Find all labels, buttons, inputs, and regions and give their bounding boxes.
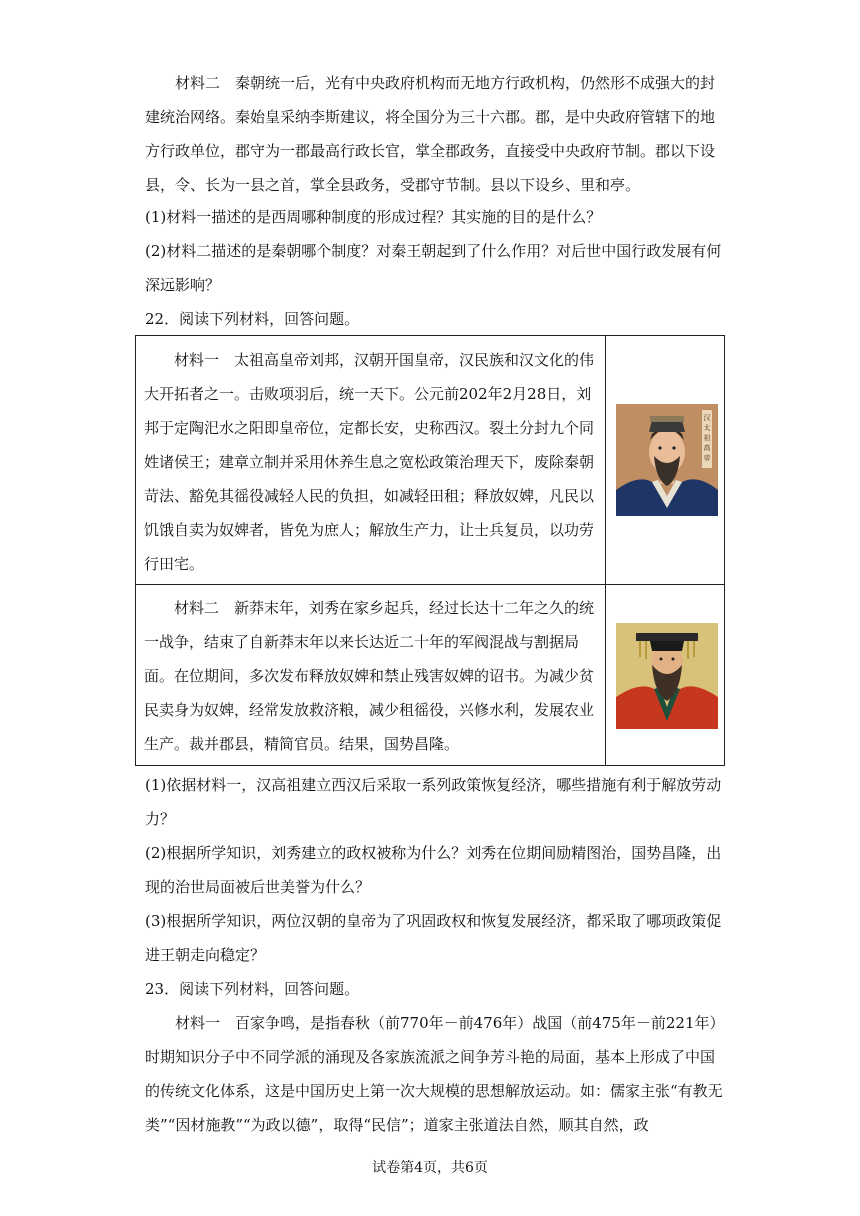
q22-material1-cell xyxy=(136,336,606,585)
portrait1-caption-char: 祖 xyxy=(703,434,711,442)
q22-material2-cell xyxy=(136,585,606,766)
portrait1-caption-char: 汉 xyxy=(703,414,711,422)
q23-heading: 23．阅读下列材料，回答问题。 xyxy=(145,980,360,998)
portrait1-caption-char: 太 xyxy=(703,424,711,432)
q22-material-table xyxy=(135,335,725,766)
portrait1-caption-char: 高 xyxy=(703,444,711,452)
liu-bang-portrait-cell xyxy=(605,336,724,585)
liu-xiu-portrait xyxy=(616,623,718,729)
liu-xiu-portrait-image xyxy=(616,623,718,729)
liu-bang-portrait-image xyxy=(616,404,718,516)
q22-sub2: (2)根据所学知识，刘秀建立的政权被称为什么？刘秀在位期间励精图治，国势昌隆，出现的治世局面被后世美誉为什么？ xyxy=(145,844,722,896)
q21-sub2: (2)材料二描述的是秦朝哪个制度？对秦王朝起到了什么作用？对后世中国行政发展有何深远影响？ xyxy=(145,242,722,294)
q23-material1: 材料一 百家争鸣，是指春秋（前770年－前476年）战国（前475年－前221年）时期知识分子中不同学派的涌现及各家族流派之间争芳斗艳的局面，基本上形成了中国的传统文化体系，这是中国历史上第一次大规模的思想解放运动。如：儒家主张“有教无类”“因材施教”“为政以德”，取得“民信”；道家主张道法自然，顺其自然，政 xyxy=(145,1014,725,1134)
q22-heading: 22．阅读下列材料，回答问题。 xyxy=(145,310,360,328)
q21-material2: 材料二 秦朝统一后，光有中央政府机构而无地方行政机构，仍然形不成强大的封建统治网络。秦始皇采纳李斯建议，将全国分为三十六郡。郡，是中央政府管辖下的地方行政单位，郡守为一郡最高行政长官，掌全郡政务，直接受中央政府节制。郡以下设县，令、长为一县之首，掌全县政务，受郡守节制。县以下设乡、里和亭。 xyxy=(145,74,716,194)
q22-material1: 材料一 太祖高皇帝刘邦，汉朝开国皇帝，汉民族和汉文化的伟大开拓者之一。击败项羽后，统一天下。公元前202年2月28日，刘邦于定陶汜水之阳即皇帝位，定都长安，史称西汉。裂土分封九个同姓诸侯王；建章立制并采用休养生息之宽松政策治理天下，废除秦朝苛法、豁免其徭役减轻人民的负担，如减轻田租；释放奴婢，凡民以饥饿自卖为奴婢者，皆免为庶人；解放生产力，让士兵复员，以功劳行田宅。 xyxy=(144,351,595,573)
page-footer: 试卷第4页，共6页 xyxy=(372,1160,488,1176)
portrait1-caption-char: 帝 xyxy=(703,454,711,462)
q22-sub3: (3)根据所学知识，两位汉朝的皇帝为了巩固政权和恢复发展经济，都采取了哪项政策促进王朝走向稳定？ xyxy=(145,912,722,964)
liu-xiu-portrait-cell xyxy=(605,585,724,766)
q22-sub1: (1)依据材料一，汉高祖建立西汉后采取一系列政策恢复经济，哪些措施有利于解放劳动力？ xyxy=(145,776,722,828)
liu-bang-portrait xyxy=(616,404,718,516)
q22-material2: 材料二 新莽末年，刘秀在家乡起兵，经过长达十二年之久的统一战争，结束了自新莽末年以来长达近二十年的军阀混战与割据局面。在位期间，多次发布释放奴婢和禁止残害奴婢的诏书。为减少贫民卖身为奴婢，经常发放救济粮，减少租徭役，兴修水利，发展农业生产。裁并郡县，精简官员。结果，国势昌隆。 xyxy=(144,599,595,753)
q21-sub1: (1)材料一描述的是西周哪种制度的形成过程？其实施的目的是什么？ xyxy=(145,208,602,226)
